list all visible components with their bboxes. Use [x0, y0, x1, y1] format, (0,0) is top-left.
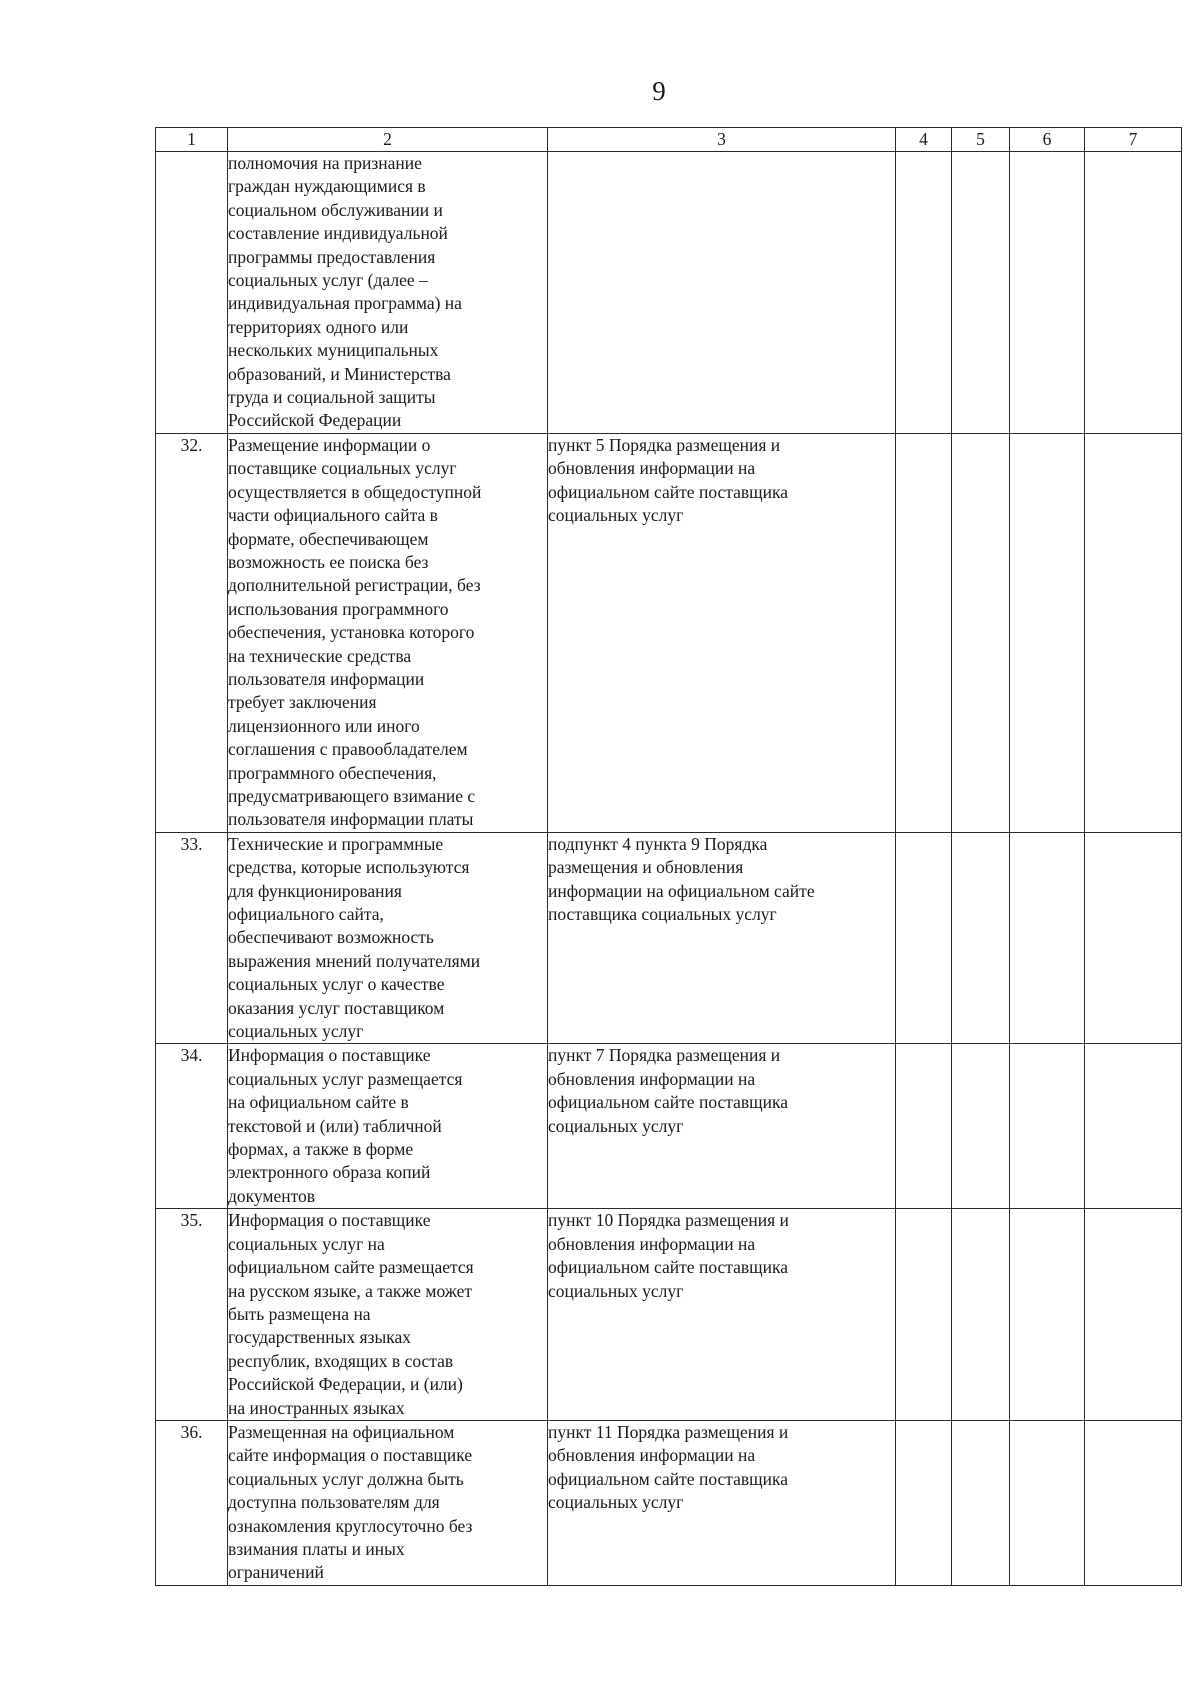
answer-cell-4 — [896, 1044, 952, 1209]
answer-cell-5 — [952, 1209, 1010, 1421]
answer-cell-7 — [1085, 1209, 1182, 1421]
requirement-cell — [228, 1420, 548, 1585]
answer-cell-7 — [1085, 152, 1182, 434]
answer-cell-7 — [1085, 1420, 1182, 1585]
answer-cell-5 — [952, 832, 1010, 1044]
table-row — [156, 1209, 1182, 1421]
reference-cell — [548, 1044, 896, 1209]
reference-cell — [548, 152, 896, 434]
reference-text: пункт 7 Порядка размещения и обновления информации на официальном сайте поставщика социальных услуг — [548, 1045, 789, 1136]
requirement-cell — [228, 832, 548, 1044]
column-header-6: 6 — [1010, 128, 1085, 152]
table-row — [156, 1044, 1182, 1209]
answer-cell-4 — [896, 832, 952, 1044]
answer-cell-6 — [1010, 433, 1085, 832]
answer-cell-6 — [1010, 1420, 1085, 1585]
reference-cell — [548, 1209, 896, 1421]
checklist-table — [155, 127, 1182, 1586]
requirement-text: Размещенная на официальном сайте информация о поставщике социальных услуг должна быть доступна пользователям для ознакомления круглосуточно без взимания платы и иных ограничений — [228, 1421, 473, 1583]
reference-cell — [548, 433, 896, 832]
page-number: 9 — [652, 76, 666, 106]
answer-cell-4 — [896, 433, 952, 832]
row-number: 34. — [156, 1044, 228, 1209]
answer-cell-7 — [1085, 1044, 1182, 1209]
column-header-7: 7 — [1085, 128, 1182, 152]
requirement-text: Информация о поставщике социальных услуг размещается на официальном сайте в текстовой и (или) табличной формах, а также в форме электронного образа копий документов — [228, 1045, 463, 1206]
reference-cell — [548, 832, 896, 1044]
row-number: 36. — [156, 1420, 228, 1585]
row-number — [156, 152, 228, 434]
answer-cell-6 — [1010, 1209, 1085, 1421]
answer-cell-4 — [896, 1420, 952, 1585]
table-row — [156, 152, 1182, 434]
requirement-text: Информация о поставщике социальных услуг на официальном сайте размещается на русском языке, а также может быть размещена на государственных языках республик, входящих в состав Российской Федерации, и (или) на иностранных языках — [228, 1210, 474, 1418]
column-header-5: 5 — [952, 128, 1010, 152]
column-header-1: 1 — [156, 128, 228, 152]
requirement-text: полномочия на признание граждан нуждающимися в социальном обслуживании и составление индивидуальной программы предоставления социальных услуг (далее – индивидуальная программа) на территориях одного или нескольких муниципальных образований, и Министерства труда и социальной защиты Российской Федерации — [228, 153, 462, 431]
row-number: 33. — [156, 832, 228, 1044]
requirement-text: Размещение информации о поставщике социальных услуг осуществляется в общедоступной части официального сайта в формате, обеспечивающем возможность ее поиска без дополнительной регистрации, без использования программного обеспечения, установка которого на технические средства пользователя информации требует заключения лицензионного или иного соглашения с правообладателем программного обеспечения, предусматривающего взимание с пользователя информации платы — [228, 434, 482, 830]
answer-cell-6 — [1010, 1044, 1085, 1209]
reference-text: пункт 10 Порядка размещения и обновления информации на официальном сайте поставщика социальных услуг — [548, 1210, 789, 1301]
answer-cell-7 — [1085, 433, 1182, 832]
reference-cell — [548, 1420, 896, 1585]
answer-cell-5 — [952, 433, 1010, 832]
answer-cell-4 — [896, 1209, 952, 1421]
answer-cell-5 — [952, 152, 1010, 434]
answer-cell-6 — [1010, 152, 1085, 434]
answer-cell-6 — [1010, 832, 1085, 1044]
answer-cell-4 — [896, 152, 952, 434]
requirement-cell — [228, 433, 548, 832]
reference-text: пункт 5 Порядка размещения и обновления информации на официальном сайте поставщика социальных услуг — [548, 434, 789, 526]
requirement-cell — [228, 1044, 548, 1209]
header-row — [156, 128, 1182, 152]
requirement-cell — [228, 152, 548, 434]
table-row — [156, 832, 1182, 1044]
column-header-3: 3 — [548, 128, 896, 152]
reference-text: подпункт 4 пункта 9 Порядка размещения и обновления информации на официальном сайте поставщика социальных услуг — [548, 833, 815, 924]
column-header-2: 2 — [228, 128, 548, 152]
row-number: 32. — [156, 433, 228, 832]
answer-cell-5 — [952, 1420, 1010, 1585]
answer-cell-7 — [1085, 832, 1182, 1044]
requirement-cell — [228, 1209, 548, 1421]
table-row — [156, 1420, 1182, 1585]
column-header-4: 4 — [896, 128, 952, 152]
answer-cell-5 — [952, 1044, 1010, 1209]
table-row — [156, 433, 1182, 832]
requirement-text: Технические и программные средства, которые используются для функционирования официального сайта, обеспечивают возможность выражения мнений получателями социальных услуг о качестве оказания услуг поставщиком социальных услуг — [228, 833, 481, 1042]
reference-text: пункт 11 Порядка размещения и обновления информации на официальном сайте поставщика социальных услуг — [548, 1421, 789, 1513]
row-number: 35. — [156, 1209, 228, 1421]
